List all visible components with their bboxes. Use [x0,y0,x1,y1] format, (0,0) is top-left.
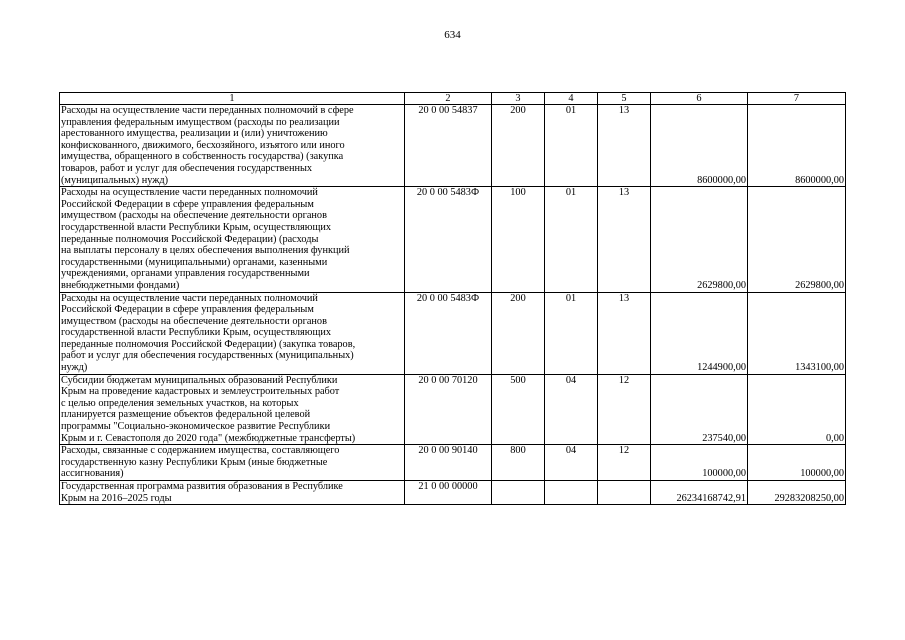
subsection-code: 12 [598,445,651,481]
expense-type-code [492,481,545,505]
target-article-code: 20 0 00 70120 [405,374,492,445]
expense-type-code: 800 [492,445,545,481]
expense-type-code: 500 [492,374,545,445]
subsection-code: 13 [598,292,651,374]
amount-year-2: 29283208250,00 [748,481,846,505]
table-row [60,105,846,187]
target-article-code: 20 0 00 5483Ф [405,187,492,292]
amount-year-1: 2629800,00 [651,187,748,292]
amount-year-2: 100000,00 [748,445,846,481]
table-row [60,445,846,481]
column-header: 2 [405,93,492,105]
column-header: 3 [492,93,545,105]
expense-name: Расходы, связанные с содержанием имущества, составляющего государственную казну Республики Крым (иные бюджетные ассигнования) [60,445,405,481]
expense-type-code: 100 [492,187,545,292]
column-header: 5 [598,93,651,105]
amount-year-1: 100000,00 [651,445,748,481]
section-code: 01 [545,187,598,292]
expense-name: Расходы на осуществление части переданных полномочий в сфере управления федеральным имуществом (расходы по реализации арестованного имущества, реализации и (или) уничтожению конфискованного, движимого, бесхозяйного, изъятого или иного имущества, обращенного в собственность государства) (закупка товаров, работ и услуг для обеспечения государственных (муниципальных) нужд) [60,105,405,187]
amount-year-2: 2629800,00 [748,187,846,292]
target-article-code: 20 0 00 90140 [405,445,492,481]
section-code [545,481,598,505]
column-header: 7 [748,93,846,105]
expense-name: Субсидии бюджетам муниципальных образований Республики Крым на проведение кадастровых и землеустроительных работ с целью определения земельных участков, на которых планируется размещение объектов федеральной целевой программы "Социально-экономическое развитие Республики Крым и г. Севастополя до 2020 года" (межбюджетные трансферты) [60,374,405,445]
table-row [60,292,846,374]
section-code: 04 [545,374,598,445]
section-code: 01 [545,292,598,374]
expense-name: Расходы на осуществление части переданных полномочий Российской Федерации в сфере управления федеральным имуществом (расходы на обеспечение деятельности органов государственной власти Республики Крым, осуществляющих переданные полномочия Российской Федерации) (закупка товаров, работ и услуг для обеспечения государственных (муниципальных) нужд) [60,292,405,374]
amount-year-1: 1244900,00 [651,292,748,374]
subsection-code [598,481,651,505]
amount-year-2: 0,00 [748,374,846,445]
table-row [60,374,846,445]
expense-type-code: 200 [492,105,545,187]
expense-name: Расходы на осуществление части переданных полномочий Российской Федерации в сфере управления федеральным имуществом (расходы на обеспечение деятельности органов государственной власти Республики Крым, осуществляющих переданные полномочия Российской Федерации) (расходы на выплаты персоналу в целях обеспечения выполнения функций государственными (муниципальными) органами, казенными учреждениями, органами управления государственными внебюджетными фондами) [60,187,405,292]
column-header: 6 [651,93,748,105]
target-article-code: 20 0 00 54837 [405,105,492,187]
column-header: 1 [60,93,405,105]
header-row [60,93,846,105]
amount-year-1: 8600000,00 [651,105,748,187]
amount-year-1: 237540,00 [651,374,748,445]
target-article-code: 21 0 00 00000 [405,481,492,505]
expense-type-code: 200 [492,292,545,374]
amount-year-1: 26234168742,91 [651,481,748,505]
section-code: 04 [545,445,598,481]
subsection-code: 12 [598,374,651,445]
section-code: 01 [545,105,598,187]
column-header: 4 [545,93,598,105]
amount-year-2: 8600000,00 [748,105,846,187]
amount-year-2: 1343100,00 [748,292,846,374]
target-article-code: 20 0 00 5483Ф [405,292,492,374]
budget-table [59,92,846,505]
table-row [60,187,846,292]
table-row [60,481,846,505]
page-number: 634 [444,29,461,41]
expense-name: Государственная программа развития образования в Республике Крым на 2016–2025 годы [60,481,405,505]
subsection-code: 13 [598,187,651,292]
subsection-code: 13 [598,105,651,187]
